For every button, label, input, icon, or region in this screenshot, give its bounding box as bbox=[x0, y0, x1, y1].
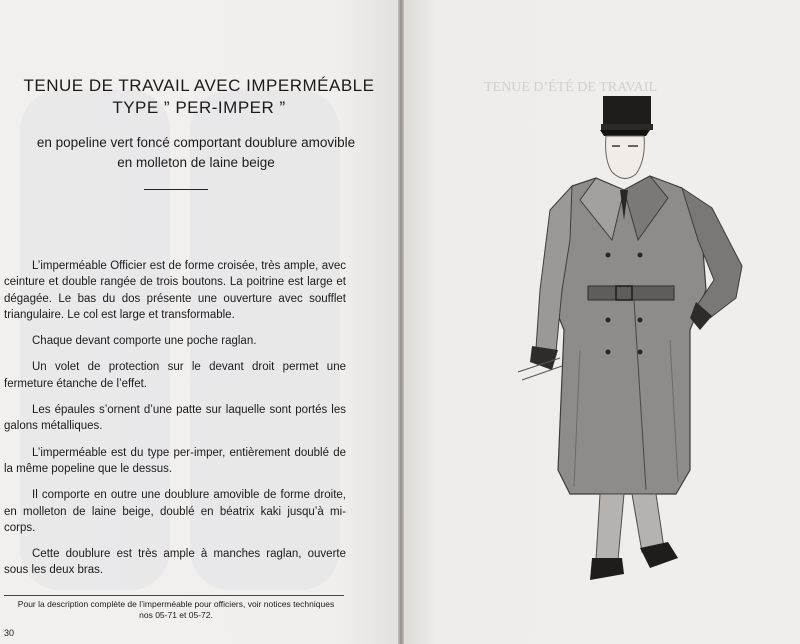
footnote-line-2: nos 05-71 et 05-72. bbox=[139, 610, 213, 620]
kepi-icon bbox=[603, 96, 651, 128]
shoe bbox=[590, 558, 624, 580]
footnote bbox=[4, 599, 348, 621]
footnote-divider bbox=[4, 595, 344, 596]
bleed-through-title: TENUE D’ÉTÉ DE TRAVAIL bbox=[484, 80, 658, 95]
page-title-line-2: TYPE ” PER-IMPER ” bbox=[112, 98, 286, 117]
page-number: 30 bbox=[4, 628, 15, 638]
paragraph: L’imperméable est du type per-imper, entièrement doublé de la même popeline que le dessus. bbox=[4, 446, 346, 475]
paragraph: Un volet de protection sur le devant droit permet une fermeture étanche de l’effet. bbox=[4, 361, 346, 390]
left-page bbox=[0, 0, 398, 644]
officer-in-raincoat-illustration bbox=[500, 90, 760, 610]
paragraph: Il comporte en outre une doublure amovible de forme droite, en molleton de laine beige, doublé en béatrix kaki jusqu’à mi-corps. bbox=[4, 489, 346, 534]
subtitle-line-2: en molleton de laine beige bbox=[117, 155, 275, 170]
raincoat-body bbox=[548, 176, 706, 494]
paragraph: Chaque devant comporte une poche raglan. bbox=[32, 335, 257, 348]
description-body bbox=[4, 258, 346, 589]
title-divider bbox=[144, 189, 208, 190]
page-title-line-1: TENUE DE TRAVAIL AVEC IMPERMÉABLE bbox=[23, 76, 375, 95]
footnote-line-1: Pour la description complète de l’imperméable pour officiers, voir notices techniques bbox=[17, 599, 335, 609]
trouser-leg bbox=[632, 494, 664, 552]
belt bbox=[588, 286, 674, 300]
face bbox=[606, 136, 645, 179]
trouser-leg bbox=[596, 494, 624, 560]
paragraph: Cette doublure est très ample à manches raglan, ouverte sous les deux bras. bbox=[4, 548, 346, 577]
subtitle-line-1: en popeline vert foncé comportant doublure amovible bbox=[36, 135, 356, 150]
paragraph: L’imperméable Officier est de forme croisée, très ample, avec ceinture et double rangée de trois boutons. La poitrine est large et dégagée. Le bas du dos présente une ouverture avec soufflet triangulaire. Le col est large et transformable. bbox=[4, 260, 346, 321]
paragraph: Les épaules s’ornent d’une patte sur laquelle sont portés les galons métalliques. bbox=[4, 404, 346, 433]
